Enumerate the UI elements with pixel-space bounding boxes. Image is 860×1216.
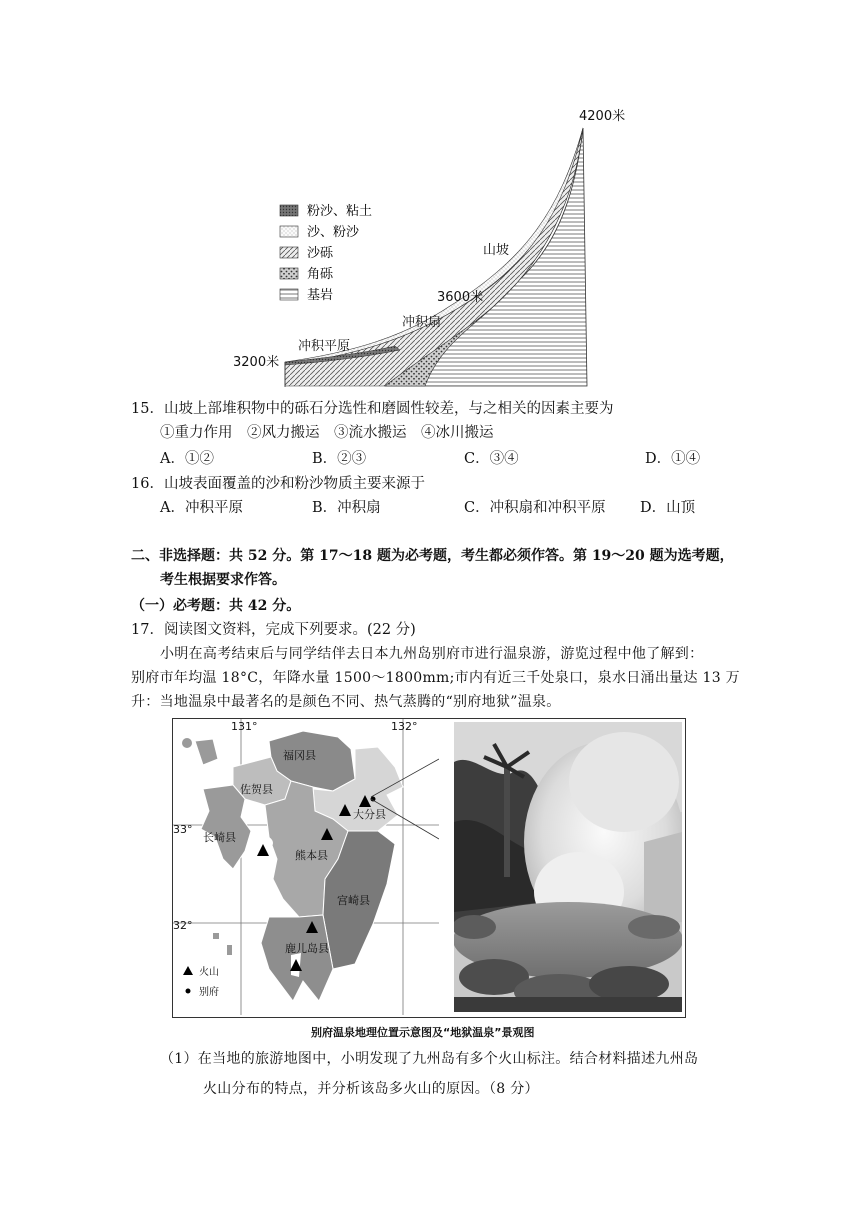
longitude-131-label: 131° [231,720,258,733]
alluvial-fan-label: 冲积扇 [402,315,442,330]
saga-label: 佐贺县 [240,783,273,796]
legend-bedrock: 基岩 [307,288,334,303]
latitude-32-label: 32° [173,919,193,932]
question-15-option-d: D．①④ [645,451,701,467]
oita-label: 大分县 [353,808,386,821]
question-15-option-a: A．①② [160,451,214,467]
slope-profile-diagram [225,100,645,395]
question-16-option-a: A．冲积平原 [160,500,243,516]
kagoshima-label: 鹿儿岛县 [285,942,329,955]
slope-label: 山坡 [483,243,510,258]
top-elevation-label: 4200米 [579,109,626,124]
profile-legend [280,203,372,303]
nagasaki-region [195,739,251,869]
question-17-material-line3: 升：当地温泉中最著名的是颜色不同、热气蒸腾的“别府地狱”温泉。 [131,694,561,710]
question-16-option-d: D．山顶 [640,500,696,516]
legend-breccia: 角砾 [307,267,334,282]
bottom-elevation-label: 3200米 [233,355,280,370]
nagasaki-label: 长崎县 [203,831,236,844]
legend-sand-silt: 沙、粉沙 [307,225,360,240]
legend-volcano-label: 火山 [199,967,219,978]
question-16-option-b: B．冲积扇 [312,500,381,516]
question-15-option-b: B．②③ [312,451,367,467]
legend-beppu-label: 别府 [199,987,219,998]
kumamoto-label: 熊本县 [295,849,328,862]
mid-elevation-label: 3600米 [437,290,484,305]
alluvial-plain-label: 冲积平原 [298,339,351,354]
question-15-stem: 15．山坡上部堆积物中的砾石分选性和磨圆性较差，与之相关的因素主要为 [131,401,614,417]
figure-caption: 别府温泉地理位置示意图及“地狱温泉”景观图 [311,1026,535,1039]
question-16-option-c: C．冲积扇和冲积平原 [464,500,606,516]
question-17-part1-line2: 火山分布的特点，并分析该岛多火山的原因。（8 分） [203,1081,539,1097]
legend-silt-clay: 粉沙、粘土 [307,204,373,219]
section-2-heading: 二、非选择题：共 52 分。第 17～18 题为必考题，考生都必须作答。第 19～20 题为选考题， [131,548,734,564]
question-17-stem: 17．阅读图文资料，完成下列要求。(22 分) [131,622,416,638]
question-16-stem: 16．山坡表面覆盖的沙和粉沙物质主要来源于 [131,476,425,492]
section-2-heading-cont: 考生根据要求作答。 [160,572,286,588]
legend-sand-gravel: 沙砾 [307,246,334,261]
question-17-part1-line1: （1）在当地的旅游地图中，小明发现了九州岛有多个火山标注。结合材料描述九州岛 [160,1051,699,1067]
question-15-option-c: C．③④ [464,451,519,467]
legend-volcano-icon [183,966,193,975]
legend-beppu-icon [186,989,191,994]
section-2-subheading: （一）必考题：共 42 分。 [131,598,301,614]
kyushu-map [173,719,439,1015]
hell-hot-spring-photo [454,722,682,1012]
miyazaki-label: 宫崎县 [337,894,370,907]
question-15-items: ①重力作用 ②风力搬运 ③流水搬运 ④冰川搬运 [160,425,494,441]
question-17-material-line1: 小明在高考结束后与同学结伴去日本九州岛别府市进行温泉游，游览过程中他了解到： [160,646,704,662]
question-17-material-line2: 别府市年均温 18°C，年降水量 1500～1800mm;市内有近三千处泉口，泉水日涌出量达 13 万 [131,670,740,686]
latitude-33-label: 33° [173,823,193,836]
fukuoka-label: 福冈县 [283,749,316,762]
longitude-132-label: 132° [391,720,418,733]
